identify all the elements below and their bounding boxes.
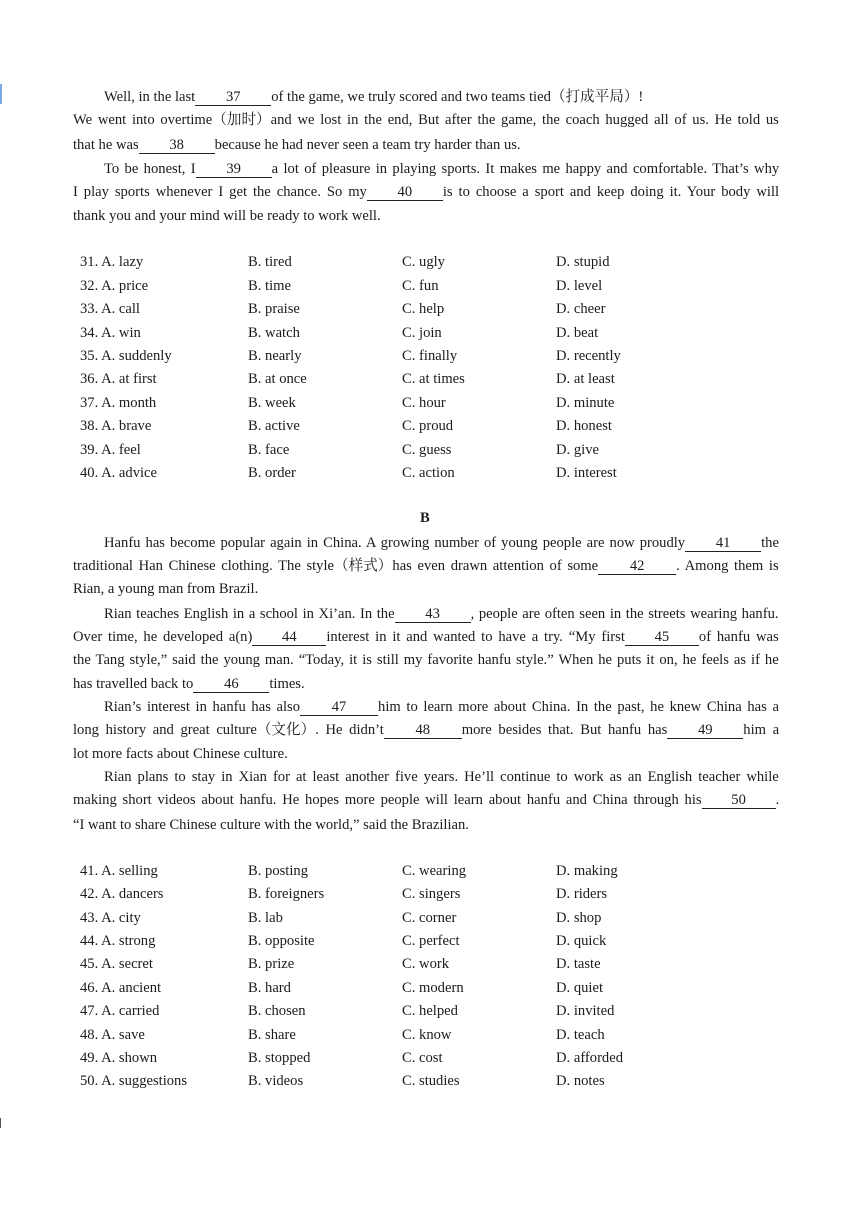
text-run: Hanfu has become popular again in China. A growing number of young people are now proudly xyxy=(104,535,686,551)
blank-45: 45 xyxy=(625,630,699,646)
option-d: D. teach xyxy=(556,1027,605,1043)
option-c: C. corner xyxy=(402,910,457,926)
option-c: C. studies xyxy=(402,1073,460,1089)
option-a: 31. A. lazy xyxy=(80,254,144,270)
option-c: C. modern xyxy=(402,980,464,996)
text-run: is to choose a sport and keep doing it. Your body will xyxy=(442,184,780,200)
option-c: C. perfect xyxy=(402,933,460,949)
option-b: B. order xyxy=(248,465,296,481)
option-b: B. posting xyxy=(248,863,309,879)
option-b: B. videos xyxy=(248,1073,304,1089)
option-b: B. active xyxy=(248,418,300,434)
passage_a-line xyxy=(104,88,643,106)
passage_b-line xyxy=(104,698,779,716)
option-b: B. nearly xyxy=(248,348,302,364)
option-d: D. making xyxy=(556,863,618,879)
passage_b-line xyxy=(104,534,779,552)
passage_b-line xyxy=(73,745,288,763)
option-d: D. minute xyxy=(556,395,615,411)
passage_a-line xyxy=(104,160,779,178)
option-b: B. hard xyxy=(248,980,291,996)
option-a: 39. A. feel xyxy=(80,442,141,458)
passage_b-line xyxy=(73,651,779,669)
text-run: more besides that. But hanfu has xyxy=(461,722,668,738)
text-run: To be honest, I xyxy=(104,161,196,177)
passage_a-line xyxy=(73,136,521,154)
option-c: C. work xyxy=(402,956,450,972)
option-d: D. honest xyxy=(556,418,612,434)
text-run: the Tang style,” said the young man. “Today, it is still my favorite hanfu style.” When he puts it on, he feels as if he xyxy=(73,652,779,668)
passage_b-line xyxy=(73,721,779,739)
text-run: lot more facts about Chinese culture. xyxy=(73,746,288,762)
text-run: Over time, he developed a(n) xyxy=(73,629,253,645)
option-a: 49. A. shown xyxy=(80,1050,158,1066)
section-label: B xyxy=(420,510,430,526)
option-c: C. guess xyxy=(402,442,452,458)
passage_b-line xyxy=(73,791,779,809)
passage_a-line xyxy=(73,207,381,225)
passage_b-line xyxy=(73,557,779,575)
option-a: 48. A. save xyxy=(80,1027,145,1043)
text-run: making short videos about hanfu. He hopes more people will learn about hanfu and China through his xyxy=(73,792,702,808)
option-d: D. stupid xyxy=(556,254,610,270)
option-a: 50. A. suggestions xyxy=(80,1073,188,1089)
text-run: Rian’s interest in hanfu has also xyxy=(104,699,301,715)
blank-37: 37 xyxy=(195,90,271,106)
option-d: D. quick xyxy=(556,933,607,949)
blank-49: 49 xyxy=(667,723,743,739)
option-b: B. prize xyxy=(248,956,295,972)
blank-42: 42 xyxy=(598,559,676,575)
text-run: Rian plans to stay in Xian for at least another five years. He’ll continue to work as an English teacher while xyxy=(104,769,779,785)
option-d: D. notes xyxy=(556,1073,605,1089)
option-b: B. tired xyxy=(248,254,292,270)
blank-46: 46 xyxy=(193,677,269,693)
blank-48: 48 xyxy=(384,723,462,739)
option-c: C. help xyxy=(402,301,445,317)
option-c: C. hour xyxy=(402,395,446,411)
passage_b-line xyxy=(73,675,305,693)
text-run: him a xyxy=(743,722,780,738)
option-d: D. at least xyxy=(556,371,615,387)
option-d: D. taste xyxy=(556,956,601,972)
option-c: C. cost xyxy=(402,1050,443,1066)
text-run: of hanfu was xyxy=(698,629,779,645)
option-a: 33. A. call xyxy=(80,301,140,317)
option-a: 34. A. win xyxy=(80,325,141,341)
option-d: D. shop xyxy=(556,910,602,926)
option-d: D. cheer xyxy=(556,301,606,317)
blank-44: 44 xyxy=(252,630,326,646)
text-run: We went into overtime（加时）and we lost in the end, But after the game, the coach hugged all of us. He told us xyxy=(73,112,779,128)
passage_a-line xyxy=(73,111,779,129)
text-run: because he had never seen a team try harder than us. xyxy=(214,137,521,153)
text-run: the xyxy=(761,535,779,551)
page-edge-line xyxy=(0,1118,1,1128)
option-c: C. know xyxy=(402,1027,452,1043)
option-a: 37. A. month xyxy=(80,395,157,411)
passage_b-line xyxy=(73,628,779,646)
option-d: D. beat xyxy=(556,325,599,341)
text-run: Rian teaches English in a school in Xi’an. In the xyxy=(104,606,395,622)
blank-40: 40 xyxy=(367,185,443,201)
option-d: D. interest xyxy=(556,465,617,481)
text-run: Well, in the last xyxy=(104,89,196,105)
text-run: of the game, we truly scored and two teams tied（打成平局）! xyxy=(271,89,644,105)
text-run: thank you and your mind will be ready to work well. xyxy=(73,208,381,224)
option-b: B. stopped xyxy=(248,1050,311,1066)
option-a: 40. A. advice xyxy=(80,465,158,481)
option-b: B. watch xyxy=(248,325,300,341)
option-a: 41. A. selling xyxy=(80,863,158,879)
text-run: that he was xyxy=(73,137,139,153)
option-b: B. face xyxy=(248,442,290,458)
option-d: D. recently xyxy=(556,348,621,364)
option-d: D. level xyxy=(556,278,603,294)
text-run: has travelled back to xyxy=(73,676,194,692)
option-b: B. praise xyxy=(248,301,300,317)
text-run: , people are often seen in the streets wearing hanfu. xyxy=(470,606,779,622)
option-a: 36. A. at first xyxy=(80,371,157,387)
blank-38: 38 xyxy=(139,138,215,154)
option-c: C. singers xyxy=(402,886,461,902)
blank-39: 39 xyxy=(196,162,272,178)
option-c: C. proud xyxy=(402,418,454,434)
option-d: D. give xyxy=(556,442,599,458)
option-b: B. lab xyxy=(248,910,283,926)
text-run: . xyxy=(775,792,780,808)
blank-43: 43 xyxy=(395,607,471,623)
blank-50: 50 xyxy=(702,793,776,809)
option-d: D. quiet xyxy=(556,980,604,996)
option-a: 44. A. strong xyxy=(80,933,156,949)
option-d: D. riders xyxy=(556,886,608,902)
text-run: traditional Han Chinese clothing. The style（样式）has even drawn attention of some xyxy=(73,558,599,574)
option-c: C. wearing xyxy=(402,863,467,879)
text-run: interest in it and wanted to have a try. “My first xyxy=(326,629,625,645)
text-run: him to learn more about China. In the past, he knew China has a xyxy=(378,699,779,715)
option-c: C. fun xyxy=(402,278,439,294)
option-a: 35. A. suddenly xyxy=(80,348,172,364)
option-b: B. opposite xyxy=(248,933,315,949)
option-b: B. time xyxy=(248,278,291,294)
option-a: 47. A. carried xyxy=(80,1003,160,1019)
blank-41: 41 xyxy=(685,536,761,552)
blank-47: 47 xyxy=(300,700,378,716)
option-b: B. at once xyxy=(248,371,307,387)
passage_a-line xyxy=(73,183,779,201)
passage_b-line xyxy=(73,816,469,834)
option-d: D. invited xyxy=(556,1003,615,1019)
option-a: 45. A. secret xyxy=(80,956,153,972)
option-d: D. afforded xyxy=(556,1050,623,1066)
option-b: B. chosen xyxy=(248,1003,306,1019)
text-run: . Among them is xyxy=(676,558,779,574)
option-c: C. action xyxy=(402,465,455,481)
option-b: B. week xyxy=(248,395,296,411)
option-a: 32. A. price xyxy=(80,278,149,294)
option-a: 46. A. ancient xyxy=(80,980,162,996)
passage_b-line xyxy=(104,768,779,786)
option-c: C. finally xyxy=(402,348,458,364)
text-run: long history and great culture（文化）. He didn’t xyxy=(73,722,384,738)
text-run: I play sports whenever I get the chance. So my xyxy=(73,184,367,200)
text-run: Rian, a young man from Brazil. xyxy=(73,581,259,597)
option-c: C. ugly xyxy=(402,254,445,270)
option-b: B. share xyxy=(248,1027,296,1043)
passage_b-line xyxy=(104,605,779,623)
option-a: 43. A. city xyxy=(80,910,141,926)
passage_b-line xyxy=(73,580,258,598)
option-c: C. helped xyxy=(402,1003,458,1019)
option-a: 42. A. dancers xyxy=(80,886,164,902)
option-a: 38. A. brave xyxy=(80,418,152,434)
text-run: times. xyxy=(269,676,305,692)
option-b: B. foreigners xyxy=(248,886,325,902)
option-c: C. at times xyxy=(402,371,465,387)
text-run: “I want to share Chinese culture with the world,” said the Brazilian. xyxy=(73,817,469,833)
option-c: C. join xyxy=(402,325,442,341)
page-edge-marker xyxy=(0,84,2,104)
text-run: a lot of pleasure in playing sports. It makes me happy and comfortable. That’s why xyxy=(271,161,780,177)
